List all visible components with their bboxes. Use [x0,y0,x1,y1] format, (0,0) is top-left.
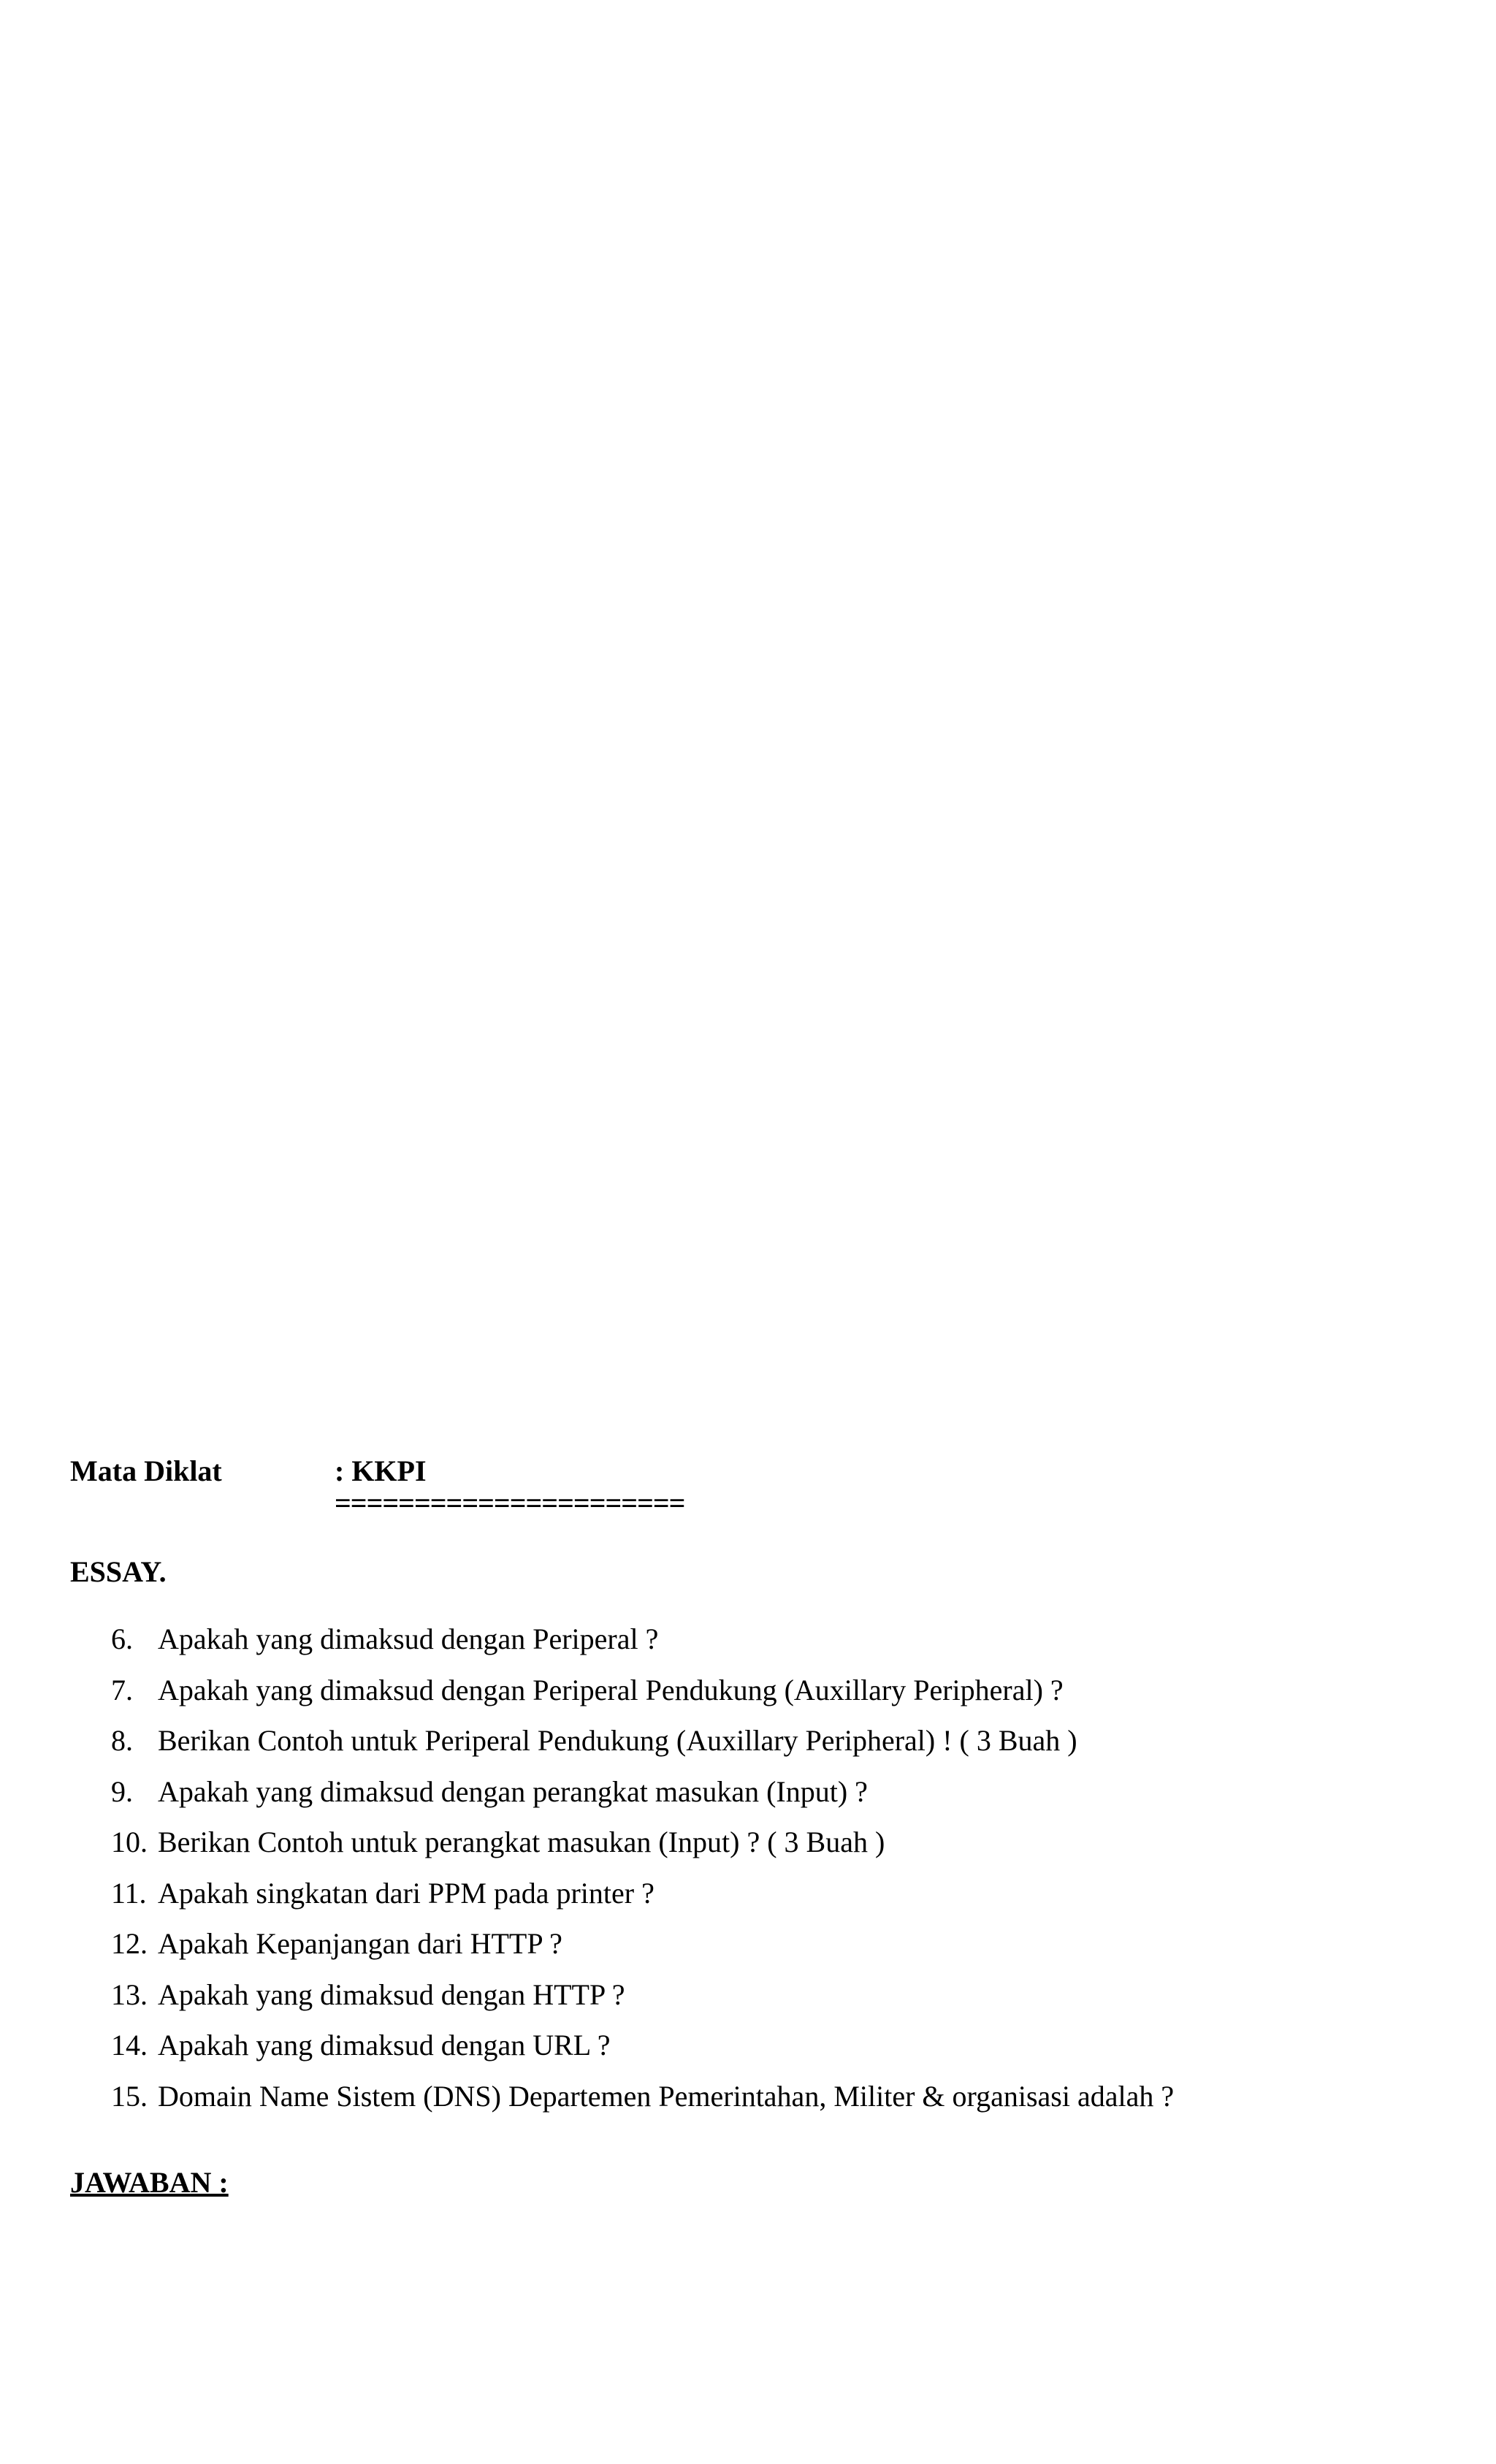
essay-title: ESSAY. [70,1555,167,1588]
question-list [111,1620,1174,2128]
question-item [111,1671,1174,1723]
question-item [111,1874,1174,1926]
question-text: Apakah singkatan dari PPM pada printer ? [158,1876,654,1910]
question-text: Apakah yang dimaksud dengan perangkat masukan (Input) ? [158,1774,868,1808]
question-item [111,1976,1174,2027]
question-text: Berikan Contoh untuk perangkat masukan (Input) ? ( 3 Buah ) [158,1826,885,1858]
question-number: 8. [111,1724,133,1757]
question-text: Apakah yang dimaksud dengan Periperal ? [158,1622,659,1655]
question-item [111,1722,1174,1773]
question-text: Apakah yang dimaksud dengan Periperal Pendukung (Auxillary Peripheral) ? [158,1673,1064,1706]
question-text: Berikan Contoh untuk Periperal Pendukung (Auxillary Peripheral) ! ( 3 Buah ) [158,1724,1077,1757]
question-item [111,1773,1174,1824]
question-number: 12. [111,1927,148,1960]
subject-label: Mata Diklat [70,1454,222,1487]
question-text: Apakah yang dimaksud dengan HTTP ? [158,1977,625,2011]
question-item [111,1620,1174,1671]
question-number: 9. [111,1774,133,1808]
question-item [111,2078,1174,2129]
question-number: 15. [111,2079,148,2113]
question-item [111,1823,1174,1874]
subject-value: : KKPI [335,1454,427,1487]
question-number: 10. [111,1826,148,1858]
subject-divider: ====================== [335,1487,685,1519]
question-item [111,2026,1174,2078]
question-number: 11. [111,1876,147,1910]
question-number: 7. [111,1673,133,1706]
question-text: Apakah yang dimaksud dengan URL ? [158,2029,611,2061]
question-number: 6. [111,1622,133,1655]
question-number: 14. [111,2029,148,2061]
question-item [111,1925,1174,1976]
question-text: Apakah Kepanjangan dari HTTP ? [158,1927,562,1960]
answer-title: JAWABAN : [70,2166,229,2199]
question-text: Domain Name Sistem (DNS) Departemen Pemerintahan, Militer & organisasi adalah ? [158,2079,1175,2113]
question-number: 13. [111,1977,148,2011]
